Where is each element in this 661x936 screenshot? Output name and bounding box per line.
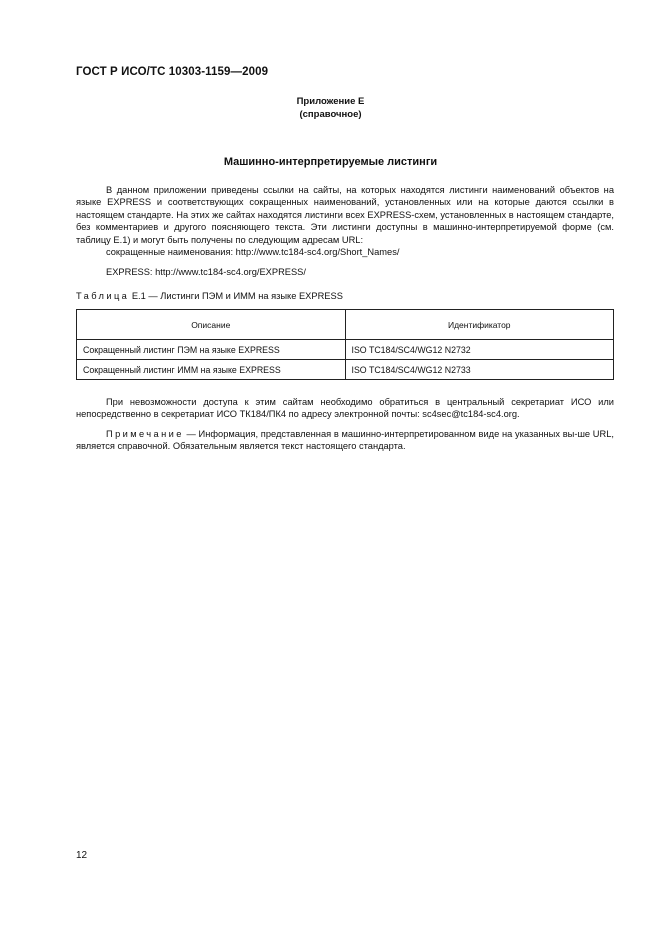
- intro-text: В данном приложении приведены ссылки на сайты, на которых находятся листинги наименований объектов на языке EXPRESS и соответствующих сокращенных наименований, установленных или на которые даются ссылки в настоящем стандарте. На этих же сайтах находятся листинги всех EXPRESS-схем, установленных в настоящем стандарте, без комментариев и другого поясняющего текста. Эти листинги доступны в машинно-интерпретируемой форме (см. таблицу Е.1) и могут быть получены по следующим адресам URL:: [76, 185, 614, 245]
- table-caption-label: Таблица: [76, 291, 130, 301]
- document-code: ГОСТ Р ИСО/ТС 10303-1159—2009: [76, 66, 269, 78]
- table-row: [77, 360, 614, 380]
- table-cell-identifier: ISO TC184/SC4/WG12 N2733: [345, 360, 614, 380]
- column-header-description: Описание: [77, 310, 346, 340]
- short-names-url-line: сокращенные наименования: http://www.tc184-sc4.org/Short_Names/: [106, 247, 400, 257]
- table-caption-text: Е.1 — Листинги ПЭМ и ИММ на языке EXPRESS: [131, 291, 343, 301]
- note-label: Примечание: [106, 429, 184, 439]
- annex-title: Приложение Е: [296, 96, 365, 107]
- table-cell-identifier: ISO TC184/SC4/WG12 N2732: [345, 340, 614, 360]
- table-header-row: [77, 310, 614, 340]
- listings-table: [76, 309, 614, 380]
- contact-text: При невозможности доступа к этим сайтам необходимо обратиться в центральный секретариат ИСО или непосредственно в секретариат ИСО ТК184/ПК4 по адресу электронной почты: sc4sec@tc184-sc4.org.: [76, 397, 614, 420]
- table-cell-description: Сокращенный листинг ПЭМ на языке EXPRESS: [77, 340, 346, 360]
- column-header-identifier: Идентификатор: [345, 310, 614, 340]
- table-row: [77, 340, 614, 360]
- section-title: Машинно-интерпретируемые листинги: [223, 156, 438, 168]
- note-paragraph: [76, 428, 614, 453]
- annex-type: (справочное): [299, 109, 362, 120]
- intro-paragraph: [76, 184, 614, 246]
- page-number: 12: [76, 850, 88, 861]
- note-text: — Информация, представленная в машинно-интерпретированном виде на указанных вы-ше URL, является справочной. Обязательным является текст настоящего стандарта.: [76, 429, 614, 452]
- contact-paragraph: [76, 396, 614, 421]
- express-url-line: EXPRESS: http://www.tc184-sc4.org/EXPRESS/: [106, 267, 306, 277]
- table-caption: [76, 291, 343, 301]
- table-cell-description: Сокращенный листинг ИММ на языке EXPRESS: [77, 360, 346, 380]
